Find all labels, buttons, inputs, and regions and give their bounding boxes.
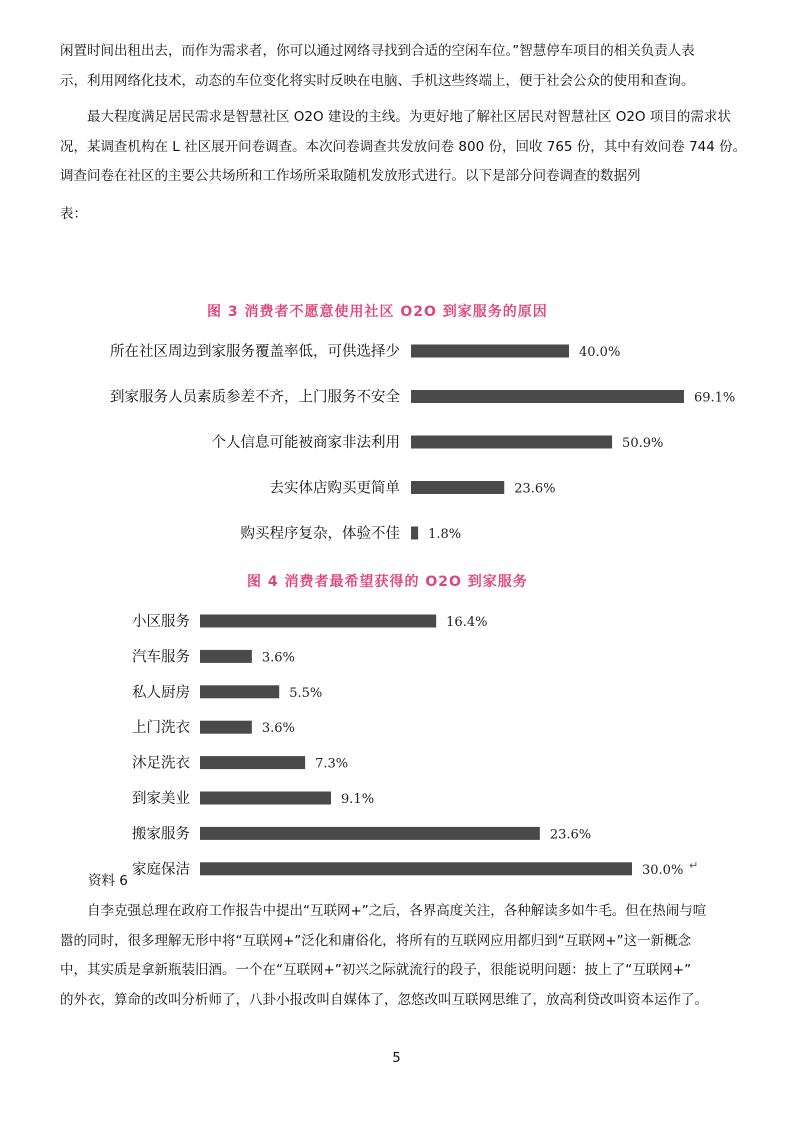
- return-mark: ↵: [689, 859, 699, 872]
- material-line: 嚣的同时，很多理解无形中将“互联网+”泛化和庸俗化，将所有的互联网应用都归到“互联网+”这一新概念: [60, 932, 692, 949]
- category-label: 私人厨房: [132, 684, 190, 701]
- category-label: 汽车服务: [132, 649, 190, 666]
- material-label: 资料 6: [88, 873, 128, 889]
- category-label: 去实体店购买更简单: [269, 480, 400, 497]
- category-label: 搬家服务: [132, 826, 190, 843]
- survey-line: 表：: [60, 205, 87, 222]
- value-label: 40.0%: [579, 345, 621, 360]
- bar: [200, 650, 252, 663]
- value-label: 50.9%: [622, 436, 664, 451]
- figure4-chart: [0, 604, 793, 878]
- category-label: 小区服务: [132, 614, 190, 630]
- value-label: 69.1%: [693, 390, 736, 406]
- bar: [411, 345, 569, 358]
- intro-paragraph: [60, 37, 750, 96]
- value-label: 9.1%: [341, 792, 375, 807]
- category-label: 到家美业: [132, 791, 190, 807]
- survey-paragraph: [60, 103, 750, 229]
- value-label: 3.6%: [261, 650, 295, 666]
- category-label: 上门洗衣: [132, 720, 190, 737]
- bar: [200, 721, 252, 734]
- value-label: 30.0%: [642, 862, 684, 878]
- bar: [200, 756, 305, 769]
- bar: [411, 436, 612, 449]
- category-label: 购买程序复杂，体验不佳: [240, 526, 400, 542]
- category-label: 个人信息可能被商家非法利用: [211, 435, 400, 451]
- value-label: 7.3%: [315, 756, 349, 772]
- bar: [411, 481, 504, 494]
- value-label: 23.6%: [514, 481, 556, 497]
- figure4-title: 图 4 消费者最希望获得的 O2O 到家服务: [247, 574, 528, 590]
- material-line: 中，其实质是拿新瓶装旧酒。一个在“互联网+”初兴之际就流行的段子，很能说明问题：披上了“互联网+”: [60, 962, 692, 978]
- bar: [411, 390, 684, 403]
- value-label: 5.5%: [289, 685, 323, 701]
- value-label: 3.6%: [261, 721, 295, 737]
- bar: [411, 527, 418, 540]
- material-line: 的外衣，算命的改叫分析师了，八卦小报改叫自媒体了，忽悠改叫互联网思维了，放高利贷改叫资本运作了。: [60, 991, 708, 1008]
- intro-line: 闲置时间出租出去，而作为需求者，你可以通过网络寻找到合适的空闲车位。”智慧停车项目的相关负责人表: [60, 43, 695, 59]
- page-number: 5: [392, 1051, 401, 1066]
- intro-line: 示，利用网络化技术，动态的车位变化将实时反映在电脑、手机这些终端上，便于社会公众的使用和查询。: [60, 72, 695, 89]
- bar: [200, 862, 632, 875]
- value-label: 16.4%: [446, 615, 488, 630]
- bar: [200, 827, 540, 840]
- survey-line: 最大程度满足居民需求是智慧社区 O2O 建设的主线。为更好地了解社区居民对智慧社区 O2O 项目的需求状: [87, 109, 731, 125]
- survey-line: 况，某调查机构在 L 社区展开问卷调查。本次问卷调查共发放问卷 800 份，回收 765 份，其中有效问卷 744 份。: [60, 138, 747, 155]
- figure3-chart: [0, 332, 793, 542]
- category-label: 家庭保洁: [132, 861, 190, 878]
- survey-line: 调查问卷在社区的主要公共场所和工作场所采取随机发放形式进行。以下是部分问卷调查的数据列: [60, 168, 641, 184]
- material-line: 自李克强总理在政府工作报告中提出“互联网+”之后，各界高度关注，各种解读多如牛毛。但在热闹与喧: [87, 903, 707, 919]
- category-label: 到家服务人员素质参差不齐，上门服务不安全: [110, 389, 400, 406]
- bar: [200, 792, 331, 805]
- value-label: 23.6%: [549, 827, 592, 843]
- category-label: 沐足洗衣: [132, 755, 190, 772]
- material-paragraph: [60, 897, 750, 1015]
- figure3-title: 图 3 消费者不愿意使用社区 O2O 到家服务的原因: [207, 304, 548, 320]
- bar: [200, 685, 279, 698]
- value-label: 1.8%: [428, 527, 462, 542]
- category-label: 所在社区周边到家服务覆盖率低，可供选择少: [110, 344, 400, 360]
- bar: [200, 615, 436, 628]
